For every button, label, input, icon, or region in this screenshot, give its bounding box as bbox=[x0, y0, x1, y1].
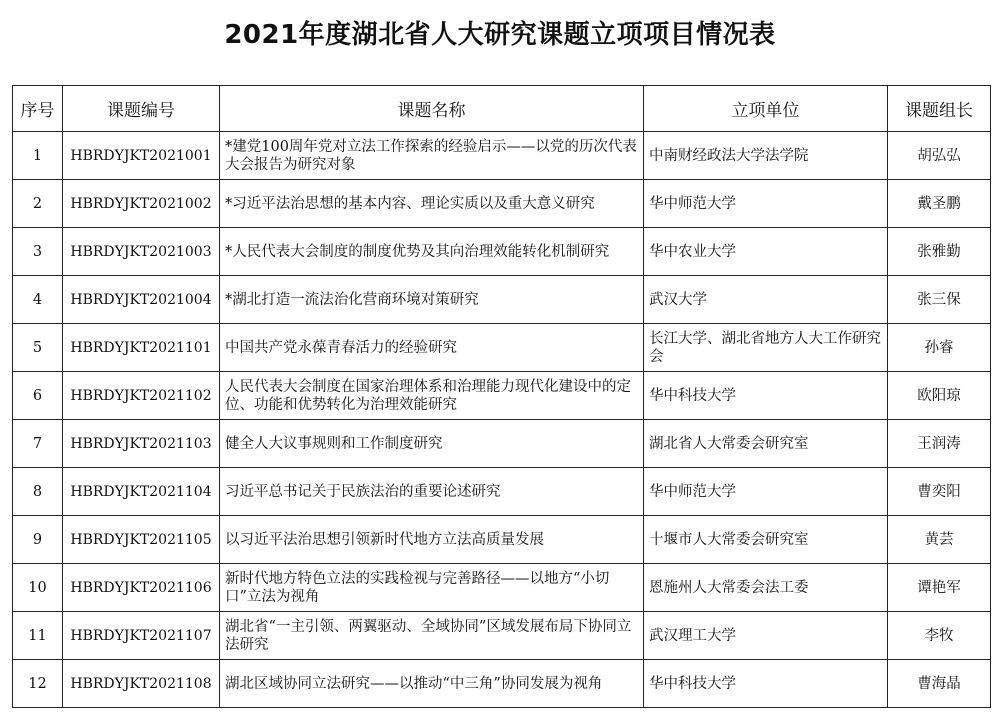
cell-unit: 华中师范大学 bbox=[644, 180, 888, 228]
header-serial: 序号 bbox=[13, 86, 63, 132]
cell-serial: 6 bbox=[13, 372, 63, 420]
cell-leader: 曹海晶 bbox=[888, 660, 991, 708]
cell-serial: 4 bbox=[13, 276, 63, 324]
table-row bbox=[13, 660, 991, 708]
table-row bbox=[13, 228, 991, 276]
cell-code: HBRDYJKT2021103 bbox=[63, 420, 220, 468]
table-row bbox=[13, 276, 991, 324]
header-unit: 立项单位 bbox=[644, 86, 888, 132]
cell-code: HBRDYJKT2021105 bbox=[63, 516, 220, 564]
cell-name: 健全人大议事规则和工作制度研究 bbox=[220, 420, 644, 468]
cell-name: *人民代表大会制度的制度优势及其向治理效能转化机制研究 bbox=[220, 228, 644, 276]
table-row bbox=[13, 372, 991, 420]
table-row bbox=[13, 180, 991, 228]
cell-code: HBRDYJKT2021003 bbox=[63, 228, 220, 276]
cell-serial: 2 bbox=[13, 180, 63, 228]
cell-leader: 胡弘弘 bbox=[888, 132, 991, 180]
cell-serial: 3 bbox=[13, 228, 63, 276]
table-row bbox=[13, 132, 991, 180]
cell-name: 中国共产党永葆青春活力的经验研究 bbox=[220, 324, 644, 372]
cell-unit: 华中科技大学 bbox=[644, 660, 888, 708]
table-row bbox=[13, 564, 991, 612]
cell-leader: 张雅勤 bbox=[888, 228, 991, 276]
cell-code: HBRDYJKT2021106 bbox=[63, 564, 220, 612]
table-row bbox=[13, 612, 991, 660]
cell-code: HBRDYJKT2021107 bbox=[63, 612, 220, 660]
cell-unit: 长江大学、湖北省地方人大工作研究会 bbox=[644, 324, 888, 372]
cell-code: HBRDYJKT2021108 bbox=[63, 660, 220, 708]
cell-serial: 11 bbox=[13, 612, 63, 660]
cell-leader: 王润涛 bbox=[888, 420, 991, 468]
table-row bbox=[13, 420, 991, 468]
table-row bbox=[13, 468, 991, 516]
cell-name: *建党100周年党对立法工作探索的经验启示——以党的历次代表大会报告为研究对象 bbox=[220, 132, 644, 180]
table-row bbox=[13, 516, 991, 564]
cell-leader: 张三保 bbox=[888, 276, 991, 324]
cell-name: 新时代地方特色立法的实践检视与完善路径——以地方“小切口”立法为视角 bbox=[220, 564, 644, 612]
projects-table bbox=[12, 85, 991, 708]
cell-leader: 戴圣鹏 bbox=[888, 180, 991, 228]
cell-unit: 华中科技大学 bbox=[644, 372, 888, 420]
cell-unit: 湖北省人大常委会研究室 bbox=[644, 420, 888, 468]
cell-leader: 孙睿 bbox=[888, 324, 991, 372]
cell-code: HBRDYJKT2021102 bbox=[63, 372, 220, 420]
header-name: 课题名称 bbox=[220, 86, 644, 132]
table-row bbox=[13, 324, 991, 372]
cell-name: 湖北省“一主引领、两翼驱动、全域协同”区域发展布局下协同立法研究 bbox=[220, 612, 644, 660]
page-title: 2021年度湖北省人大研究课题立项项目情况表 bbox=[224, 20, 776, 50]
cell-code: HBRDYJKT2021104 bbox=[63, 468, 220, 516]
cell-serial: 10 bbox=[13, 564, 63, 612]
cell-code: HBRDYJKT2021001 bbox=[63, 132, 220, 180]
cell-code: HBRDYJKT2021002 bbox=[63, 180, 220, 228]
cell-code: HBRDYJKT2021101 bbox=[63, 324, 220, 372]
cell-unit: 中南财经政法大学法学院 bbox=[644, 132, 888, 180]
cell-serial: 8 bbox=[13, 468, 63, 516]
cell-leader: 谭艳军 bbox=[888, 564, 991, 612]
cell-leader: 曹奕阳 bbox=[888, 468, 991, 516]
cell-unit: 华中师范大学 bbox=[644, 468, 888, 516]
cell-serial: 9 bbox=[13, 516, 63, 564]
cell-unit: 武汉大学 bbox=[644, 276, 888, 324]
cell-name: *习近平法治思想的基本内容、理论实质以及重大意义研究 bbox=[220, 180, 644, 228]
cell-name: *湖北打造一流法治化营商环境对策研究 bbox=[220, 276, 644, 324]
cell-name: 湖北区域协同立法研究——以推动“中三角”协同发展为视角 bbox=[220, 660, 644, 708]
header-code: 课题编号 bbox=[63, 86, 220, 132]
cell-serial: 12 bbox=[13, 660, 63, 708]
cell-unit: 十堰市人大常委会研究室 bbox=[644, 516, 888, 564]
cell-serial: 1 bbox=[13, 132, 63, 180]
cell-name: 以习近平法治思想引领新时代地方立法高质量发展 bbox=[220, 516, 644, 564]
cell-name: 人民代表大会制度在国家治理体系和治理能力现代化建设中的定位、功能和优势转化为治理效能研究 bbox=[220, 372, 644, 420]
cell-leader: 李牧 bbox=[888, 612, 991, 660]
cell-unit: 华中农业大学 bbox=[644, 228, 888, 276]
cell-leader: 欧阳琼 bbox=[888, 372, 991, 420]
cell-serial: 7 bbox=[13, 420, 63, 468]
header-leader: 课题组长 bbox=[888, 86, 991, 132]
cell-code: HBRDYJKT2021004 bbox=[63, 276, 220, 324]
cell-serial: 5 bbox=[13, 324, 63, 372]
cell-leader: 黄芸 bbox=[888, 516, 991, 564]
cell-unit: 武汉理工大学 bbox=[644, 612, 888, 660]
cell-unit: 恩施州人大常委会法工委 bbox=[644, 564, 888, 612]
table-header-row bbox=[13, 86, 991, 132]
cell-name: 习近平总书记关于民族法治的重要论述研究 bbox=[220, 468, 644, 516]
